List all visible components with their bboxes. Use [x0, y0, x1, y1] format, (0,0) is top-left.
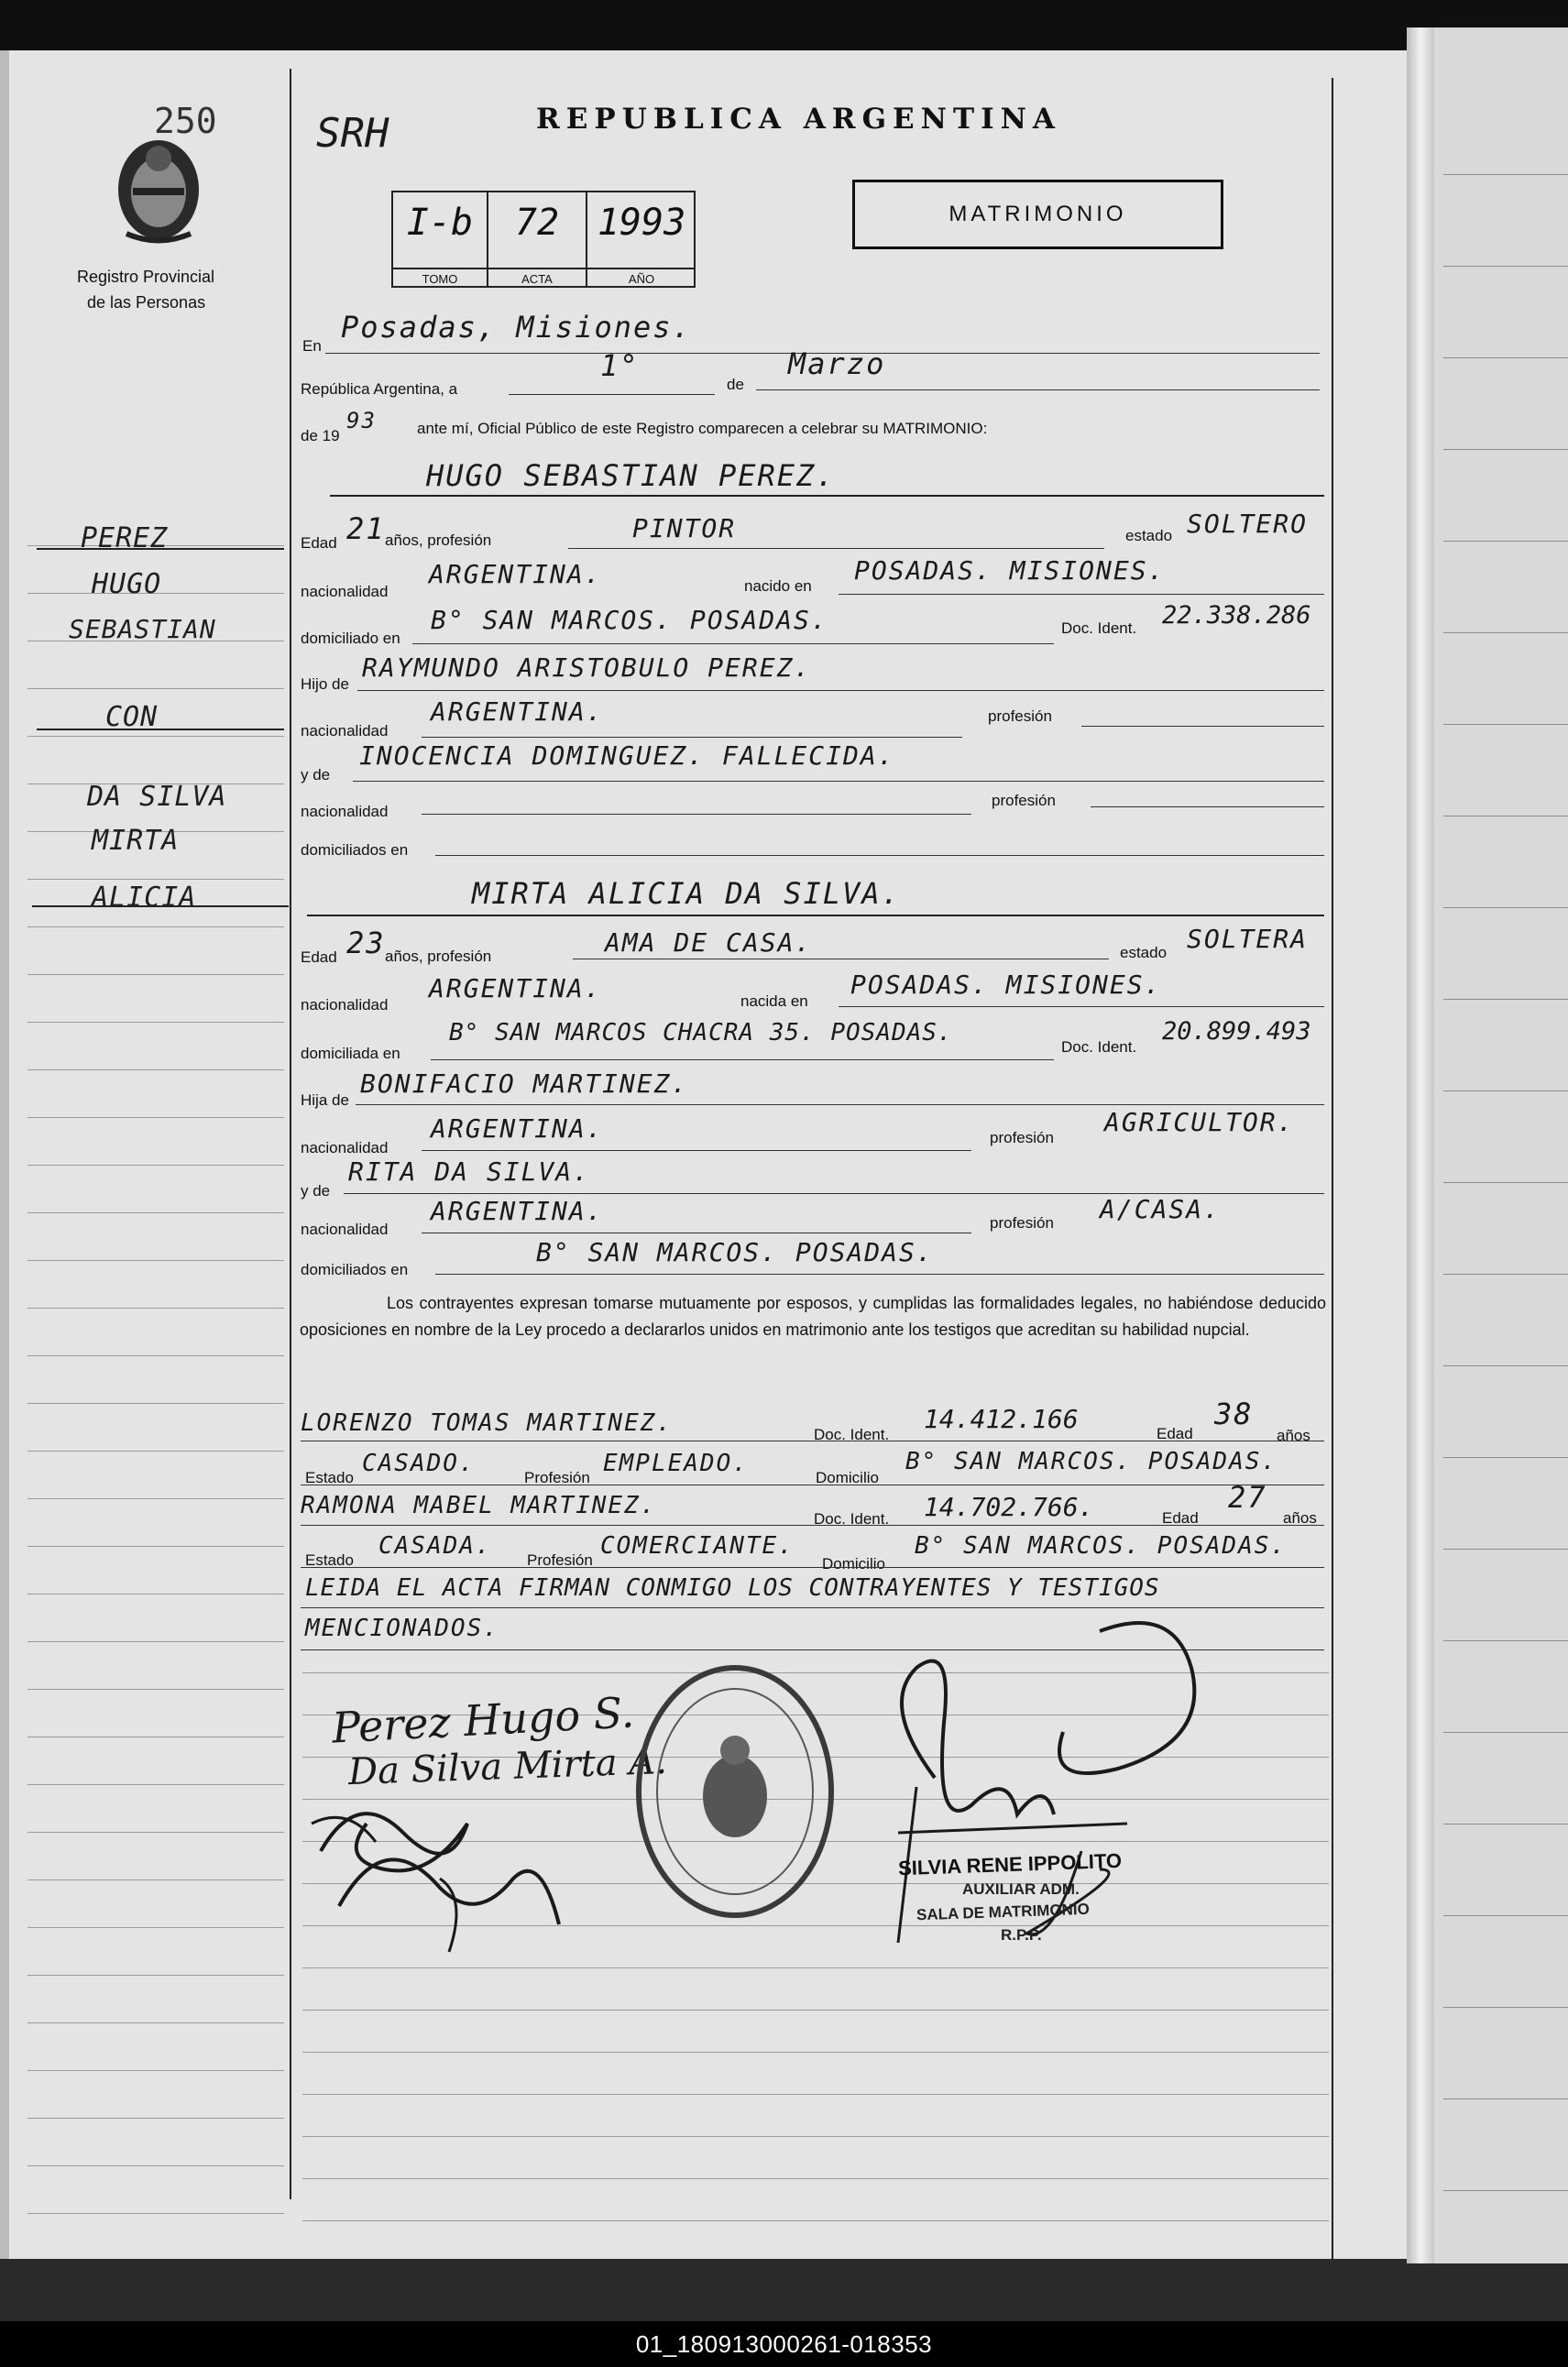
place-value: Posadas, Misiones. [341, 310, 692, 345]
bride-doms-underline [435, 1274, 1324, 1275]
anio-label: AÑO [587, 268, 696, 286]
anio-value: 1993 [597, 202, 686, 244]
margin-rule-line [27, 1546, 284, 1547]
groom-fnac-underline [422, 737, 962, 738]
margin-rule-line [27, 1927, 284, 1928]
en-label: En [302, 337, 322, 355]
margin-rule-line [27, 1022, 284, 1023]
witness2-age: 27 [1228, 1480, 1267, 1515]
groom-profession: PINTOR [632, 513, 737, 543]
margin-bride-given-2: ALICIA [92, 882, 197, 914]
witness1-profession: EMPLEADO. [603, 1450, 749, 1477]
witness1-doc-label: Doc. Ident. [814, 1426, 890, 1443]
witness2-profession: COMERCIANTE. [600, 1532, 795, 1560]
groom-doc-label: Doc. Ident. [1061, 619, 1137, 637]
margin-rule-line [27, 688, 284, 689]
de-label: de [727, 376, 744, 393]
body-rule-line [302, 2178, 1329, 2179]
body-rule-line [302, 2094, 1329, 2095]
margin-rule-line [27, 1403, 284, 1404]
bride-anos-label: años, profesión [385, 948, 492, 965]
groom-dom-label: domiciliado en [301, 630, 400, 647]
record-number-box [391, 191, 696, 288]
bride-estado-label: estado [1120, 944, 1168, 961]
bride-yde-label: y de [301, 1182, 331, 1200]
registry-line-1: Registro Provincial [77, 268, 215, 286]
bride-fprof-label: profesión [990, 1129, 1054, 1146]
groom-mprof-underline [1091, 806, 1324, 807]
day-underline [509, 394, 715, 395]
bride-mother-nat: ARGENTINA. [431, 1196, 604, 1226]
document-title: REPUBLICA ARGENTINA [536, 103, 1061, 136]
intro-text: ante mí, Oficial Público de este Registro comparecen a celebrar su MATRIMONIO: [417, 420, 988, 437]
margin-rule-line [27, 1498, 284, 1499]
bride-name: MIRTA ALICIA DA SILVA. [472, 876, 901, 911]
groom-fnac-label: nacionalidad [301, 722, 389, 740]
witness2-dom-label: Domicilio [822, 1555, 885, 1573]
day-value: 1° [600, 348, 640, 383]
groom-father: RAYMUNDO ARISTOBULO PEREZ. [362, 652, 812, 683]
margin-rule-line [27, 1260, 284, 1261]
book-spine [1407, 27, 1434, 2263]
groom-birth-underline [839, 594, 1324, 595]
margin-rule-line [27, 1641, 284, 1642]
groom-dom-underline [412, 643, 1054, 644]
bride-edad-label: Edad [301, 948, 337, 966]
bride-estado: SOLTERA [1187, 924, 1309, 954]
bride-profession: AMA DE CASA. [605, 927, 813, 958]
closing-line-2: MENCIONADOS. [305, 1615, 499, 1642]
groom-mnac-label: nacionalidad [301, 803, 389, 820]
groom-nationality: ARGENTINA. [429, 559, 602, 589]
bride-mprof-label: profesión [990, 1214, 1054, 1232]
margin-underline [37, 548, 284, 550]
margin-bride-given-1: MIRTA [92, 825, 180, 857]
margin-rule-line [27, 926, 284, 927]
record-type-box: MATRIMONIO [852, 180, 1223, 249]
bride-name-underline [307, 915, 1324, 916]
acta-value: 72 [514, 202, 560, 244]
groom-hijo-label: Hijo de [301, 675, 349, 693]
month-value: Marzo [788, 346, 886, 381]
witness2-anos-label: años [1283, 1509, 1317, 1527]
witness2-underline [301, 1525, 1324, 1526]
bride-fnac-underline [422, 1150, 971, 1151]
bride-father: BONIFACIO MARTINEZ. [360, 1068, 689, 1099]
bride-doc-label: Doc. Ident. [1061, 1038, 1137, 1056]
witness1-estado: CASADO. [362, 1450, 476, 1477]
margin-rule-line [27, 736, 284, 737]
margin-underline [32, 905, 289, 907]
margin-rule-line [27, 1451, 284, 1452]
declaration-text: Los contrayentes expresan tomarse mutuamente por esposos, y cumplidas las formalidades legales, no habiéndose deducido oposiciones en nombre de la Ley procedo a declararlos unidos en matrimonio ante los testigos que acreditan su habilidad nupcial. [300, 1294, 1326, 1339]
witness1-name: LORENZO TOMAS MARTINEZ. [301, 1409, 674, 1437]
margin-bride-surname: DA SILVA [87, 781, 227, 813]
tomo-value: I-b [406, 202, 474, 244]
margin-rule-line [27, 1212, 284, 1213]
groom-doms-underline [435, 855, 1324, 856]
bride-signature: Da Silva Mirta A. [347, 1739, 668, 1794]
witness1-anos-label: años [1277, 1427, 1310, 1444]
groom-fprof-label: profesión [988, 707, 1052, 725]
margin-underline [37, 729, 284, 730]
witness2-estado-label: Estado [305, 1551, 354, 1569]
groom-yde-label: y de [301, 766, 331, 784]
page-bottom-shadow [0, 2259, 1568, 2328]
witness1-doc: 14.412.166 [924, 1404, 1079, 1434]
witness2-estado: CASADA. [378, 1532, 492, 1560]
margin-rule-line [27, 974, 284, 975]
bride-father-nat: ARGENTINA. [431, 1113, 604, 1144]
bride-domicile: B° SAN MARCOS CHACRA 35. POSADAS. [449, 1019, 953, 1047]
witness1-prof-label: Profesión [524, 1469, 590, 1486]
margin-rule-line [27, 2118, 284, 2119]
groom-nac-label: nacionalidad [301, 583, 389, 600]
witness1-dom-label: Domicilio [816, 1469, 879, 1486]
margin-given-2: SEBASTIAN [69, 614, 216, 644]
bride-father-underline [356, 1104, 1324, 1105]
margin-rule-line [27, 1165, 284, 1166]
groom-domicile: B° SAN MARCOS. POSADAS. [431, 605, 828, 635]
bride-father-prof: AGRICULTOR. [1104, 1107, 1295, 1137]
bride-fnac-label: nacionalidad [301, 1139, 389, 1156]
bride-nationality: ARGENTINA. [429, 973, 602, 1003]
margin-rule-line [27, 2165, 284, 2166]
groom-anos-label: años, profesión [385, 531, 492, 549]
bride-dom-label: domiciliada en [301, 1045, 400, 1062]
initials: SRH [316, 110, 389, 157]
margin-rule-line [27, 1355, 284, 1356]
witness2-name: RAMONA MABEL MARTINEZ. [301, 1492, 657, 1519]
groom-age: 21 [346, 511, 386, 546]
bride-mother-prof: A/CASA. [1100, 1194, 1222, 1224]
groom-father-underline [357, 690, 1324, 691]
bride-doms-label: domiciliados en [301, 1261, 409, 1278]
groom-estado-label: estado [1125, 527, 1173, 544]
witness2-prof-label: Profesión [527, 1551, 593, 1569]
bride-nacida-label: nacida en [740, 992, 808, 1010]
image-filename-bar: 01_180913000261-018353 [0, 2321, 1568, 2367]
bride-doc: 20.899.493 [1162, 1017, 1311, 1046]
groom-doc: 22.338.286 [1162, 601, 1311, 630]
right-rule [1332, 78, 1333, 2259]
groom-prof-underline [568, 548, 1104, 549]
bride-nac-label: nacionalidad [301, 996, 389, 1014]
margin-rule-line [27, 1069, 284, 1070]
republica-label: República Argentina, a [301, 380, 458, 398]
bride-mnac-label: nacionalidad [301, 1221, 389, 1238]
groom-birthplace: POSADAS. MISIONES. [854, 555, 1166, 586]
margin-rule-line [27, 1117, 284, 1118]
bride-age: 23 [346, 926, 386, 960]
official-stamp-line-3: SALA DE MATRIMONIO [916, 1900, 1091, 1924]
witness2-underline-2 [301, 1567, 1324, 1568]
bride-parents-domicile: B° SAN MARCOS. POSADAS. [536, 1237, 934, 1267]
witness1-edad-label: Edad [1157, 1425, 1193, 1442]
groom-mother: INOCENCIA DOMINGUEZ. FALLECIDA. [359, 740, 895, 771]
margin-rule-line [27, 1975, 284, 1976]
groom-edad-label: Edad [301, 534, 337, 552]
margin-rule [290, 69, 291, 2199]
margin-rule-line [27, 879, 284, 880]
groom-signature: Perez Hugo S. [330, 1687, 636, 1753]
bride-dom-underline [431, 1059, 1054, 1060]
margin-given-1: HUGO [92, 568, 162, 600]
page-number: 250 [154, 101, 217, 141]
margin-rule-line [27, 1308, 284, 1309]
witness2-doc: 14.702.766. [924, 1492, 1094, 1522]
de19-label: de 19 [301, 427, 340, 444]
body-rule-line [302, 2052, 1329, 2053]
left-edge-shadow [0, 50, 9, 2259]
witness-signatures [302, 1769, 596, 1970]
year-value: 93 [346, 408, 377, 433]
groom-name: HUGO SEBASTIAN PEREZ. [426, 458, 836, 493]
official-stamp-name: SILVIA RENE IPPOLITO [897, 1848, 1123, 1880]
witness1-domicile: B° SAN MARCOS. POSADAS. [905, 1448, 1278, 1475]
body-rule-line [302, 2220, 1329, 2221]
body-rule-line [302, 2010, 1329, 2011]
facing-page [1434, 27, 1568, 2263]
month-underline [756, 389, 1320, 390]
acta-label: ACTA [488, 268, 586, 286]
groom-mother-underline [353, 781, 1324, 782]
groom-mnac-underline [422, 814, 971, 815]
bride-birthplace: POSADAS. MISIONES. [850, 970, 1162, 1000]
tomo-label: TOMO [393, 268, 487, 286]
groom-doms-label: domiciliados en [301, 841, 409, 859]
bride-hija-label: Hija de [301, 1091, 349, 1109]
groom-father-nat: ARGENTINA. [431, 696, 604, 727]
bride-mother: RITA DA SILVA. [348, 1156, 591, 1187]
margin-rule-line [27, 2022, 284, 2023]
margin-con: CON [105, 701, 159, 733]
official-stamp-line-4: R.P.P. [1001, 1926, 1042, 1944]
groom-nacido-label: nacido en [744, 577, 812, 595]
margin-rule-line [27, 1689, 284, 1690]
official-seal-icon [632, 1659, 839, 1924]
groom-fprof-underline [1081, 726, 1324, 727]
witness1-estado-label: Estado [305, 1469, 354, 1486]
bride-birth-underline [839, 1006, 1324, 1007]
margin-rule-line [27, 1784, 284, 1785]
registry-line-2: de las Personas [87, 293, 206, 312]
groom-mprof-label: profesión [992, 792, 1056, 809]
coat-of-arms-icon [108, 133, 209, 247]
witness2-doc-label: Doc. Ident. [814, 1510, 890, 1528]
margin-rule-line [27, 1879, 284, 1880]
official-stamp-line-2: AUXILIAR ADM. [962, 1880, 1080, 1898]
closing-line-1: LEIDA EL ACTA FIRMAN CONMIGO LOS CONTRAYENTES Y TESTIGOS [305, 1574, 1160, 1602]
margin-rule-line [27, 2070, 284, 2071]
witness1-age: 38 [1214, 1397, 1254, 1431]
body-rule-line [302, 2136, 1329, 2137]
margin-surname: PEREZ [81, 522, 169, 554]
witness2-edad-label: Edad [1162, 1509, 1199, 1527]
witness2-domicile: B° SAN MARCOS. POSADAS. [915, 1532, 1288, 1560]
margin-rule-line [27, 2213, 284, 2214]
margin-rule-line [27, 1832, 284, 1833]
groom-name-underline [330, 495, 1324, 497]
groom-estado: SOLTERO [1187, 509, 1309, 539]
